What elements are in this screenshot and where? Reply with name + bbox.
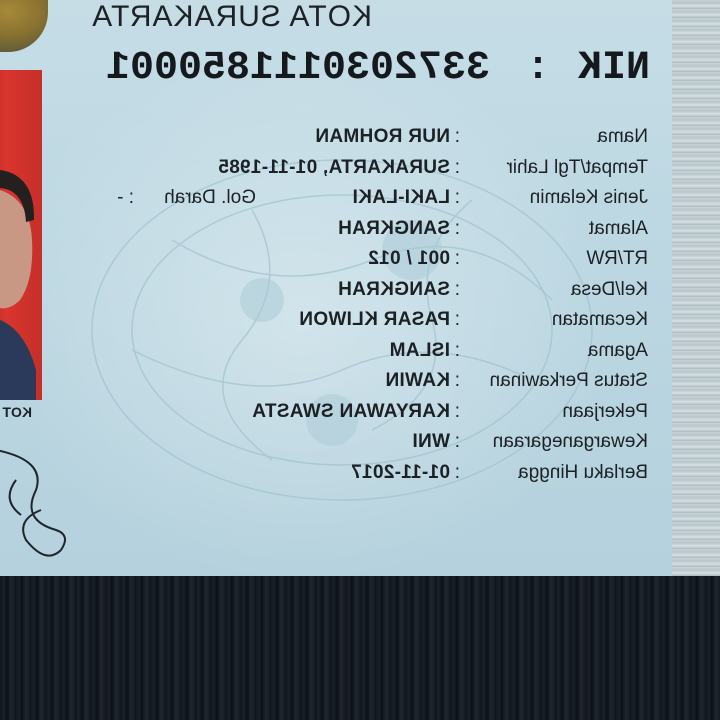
field-row-tempat-tgl-lahir xyxy=(28,153,648,184)
signature xyxy=(0,440,76,570)
field-label: Kewarganegaraan xyxy=(492,431,648,452)
field-value: 001 / 012 xyxy=(368,248,450,269)
field-value: SANGKRAH xyxy=(337,278,450,300)
field-label: Agama xyxy=(587,339,648,361)
field-row-alamat xyxy=(28,214,648,245)
field-label: Jenis Kelamin xyxy=(529,187,648,208)
field-row-jenis-kelamin xyxy=(28,183,648,214)
field-value: PASAR KLIWON xyxy=(298,309,450,330)
field-row-rt-rw xyxy=(28,244,648,275)
nik-colon: : xyxy=(525,46,550,91)
nik-label: NIK xyxy=(577,46,650,91)
field-row-kecamatan xyxy=(28,305,648,336)
background-edge-strip xyxy=(672,0,720,576)
field-label: Tempat/Tgl Lahir xyxy=(506,156,648,178)
identity-fields xyxy=(28,122,648,488)
card-region-title: KOTA SURAKARTA xyxy=(91,0,372,33)
field-value: KAWIN xyxy=(385,370,450,391)
field-row-pekerjaan xyxy=(28,397,648,428)
field-label: Alamat xyxy=(588,217,648,239)
field-value: SANGKRAH xyxy=(337,217,450,239)
field-colon: : xyxy=(454,126,460,147)
field-label: Kecamatan xyxy=(551,309,648,330)
field-colon: : xyxy=(454,217,460,239)
field-colon: : xyxy=(454,309,460,330)
portrait-person-icon xyxy=(0,130,40,400)
nik-row xyxy=(50,46,650,91)
field-label: Nama xyxy=(597,126,648,147)
field-value: 01-11-2017 xyxy=(350,461,450,483)
field-colon: : xyxy=(454,400,460,422)
background-dark-surface xyxy=(0,576,720,720)
field-label: Berlaku Hingga xyxy=(518,461,648,483)
nik-number: 3372030111850001 xyxy=(105,46,490,91)
field-row-berlaku-hingga xyxy=(28,458,648,489)
field-colon: : xyxy=(454,431,460,452)
field-value: WNI xyxy=(412,431,450,452)
field-row-nama xyxy=(28,122,648,153)
field-row-kewarganegaraan xyxy=(28,427,648,458)
field-label: Status Perkawinan xyxy=(489,370,648,391)
field-value: KARYAWAN SWASTA xyxy=(251,400,450,422)
field-value: ISLAM xyxy=(389,339,450,361)
field-value: LAKI-LAKI xyxy=(352,187,450,208)
field-value: SURAKARTA, 01-11-1985 xyxy=(218,156,450,178)
field-colon: : xyxy=(454,248,460,269)
field-colon: : xyxy=(454,187,460,208)
field-colon: : xyxy=(454,370,460,391)
field-colon: : xyxy=(454,156,460,178)
blood-type-value: : - xyxy=(117,187,134,208)
field-row-kel-desa xyxy=(28,275,648,306)
field-colon: : xyxy=(454,278,460,300)
field-row-status-perkawinan xyxy=(28,366,648,397)
photo-caption: KOT xyxy=(2,404,32,420)
field-label: Pekerjaan xyxy=(562,400,648,422)
field-label: RT/RW xyxy=(586,248,648,269)
field-colon: : xyxy=(454,461,460,483)
field-colon: : xyxy=(454,339,460,361)
field-label: Kel/Desa xyxy=(570,278,648,300)
blood-type-label: Gol. Darah xyxy=(164,187,256,208)
field-row-agama xyxy=(28,336,648,367)
field-value: NUR ROHMAN xyxy=(315,126,450,147)
